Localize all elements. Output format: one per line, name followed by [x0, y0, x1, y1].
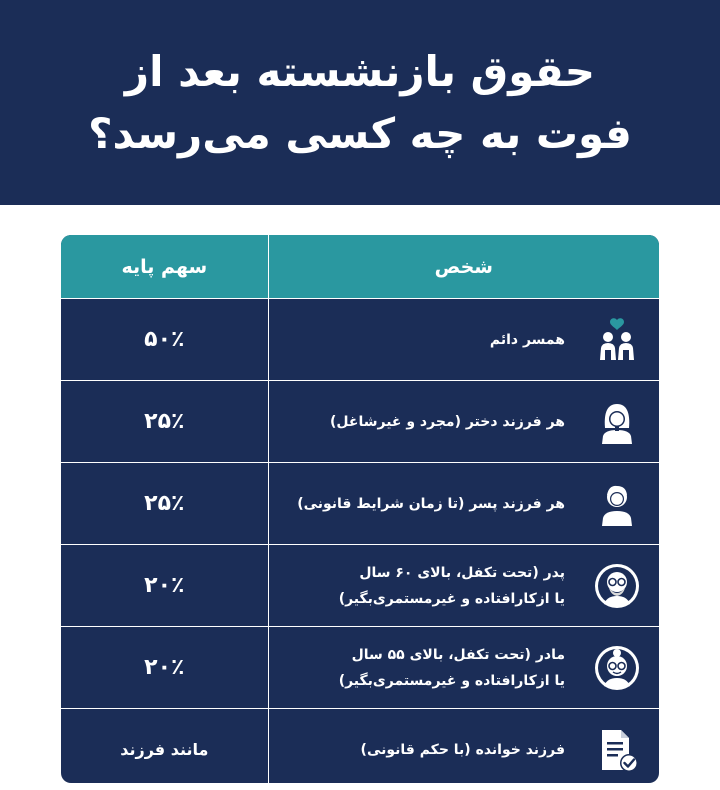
page-title-line-2: فوت به چه کسی می‌رسد؟ — [88, 108, 632, 158]
person-description: پدر (تحت تکفل، بالای ۶۰ سال یا ازکارافتاده و غیرمستمری‌بگیر) — [338, 564, 565, 607]
share-cell: ۵۰٪ — [61, 299, 269, 380]
person-cell — [269, 299, 659, 380]
boy-icon — [593, 480, 641, 528]
person-cell — [269, 545, 659, 626]
person-cell — [269, 709, 659, 783]
girl-icon — [593, 398, 641, 446]
person-description: فرزند خوانده (با حکم قانونی) — [360, 741, 565, 758]
share-cell: مانند فرزند — [61, 709, 269, 783]
person-description: هر فرزند دختر (مجرد و غیرشاغل) — [330, 413, 565, 430]
share-cell: ۲۵٪ — [61, 381, 269, 462]
person-description: مادر (تحت تکفل، بالای ۵۵ سال یا ازکارافتاده و غیرمستمری‌بگیر) — [338, 646, 565, 689]
person-cell — [269, 463, 659, 544]
share-cell: ۲۰٪ — [61, 627, 269, 708]
table-row — [61, 626, 659, 708]
pension-share-table — [61, 235, 659, 783]
table-row — [61, 380, 659, 462]
old-man-icon — [593, 562, 641, 610]
person-cell — [269, 381, 659, 462]
table-row — [61, 708, 659, 783]
person-description: هر فرزند پسر (تا زمان شرایط قانونی) — [297, 495, 565, 512]
document-check-icon — [593, 726, 641, 774]
header-banner — [0, 0, 720, 205]
couple-heart-icon — [593, 316, 641, 364]
table-row — [61, 544, 659, 626]
table-row — [61, 462, 659, 544]
table-row — [61, 298, 659, 380]
column-header-person: شخص — [434, 255, 493, 278]
person-description: همسر دائم — [489, 331, 565, 348]
table-header — [61, 235, 659, 298]
old-woman-icon — [593, 644, 641, 692]
page-title-line-1: حقوق بازنشسته بعد از — [124, 46, 596, 96]
person-cell — [269, 627, 659, 708]
share-cell: ۲۰٪ — [61, 545, 269, 626]
column-header-share: سهم پایه — [61, 235, 269, 298]
share-cell: ۲۵٪ — [61, 463, 269, 544]
